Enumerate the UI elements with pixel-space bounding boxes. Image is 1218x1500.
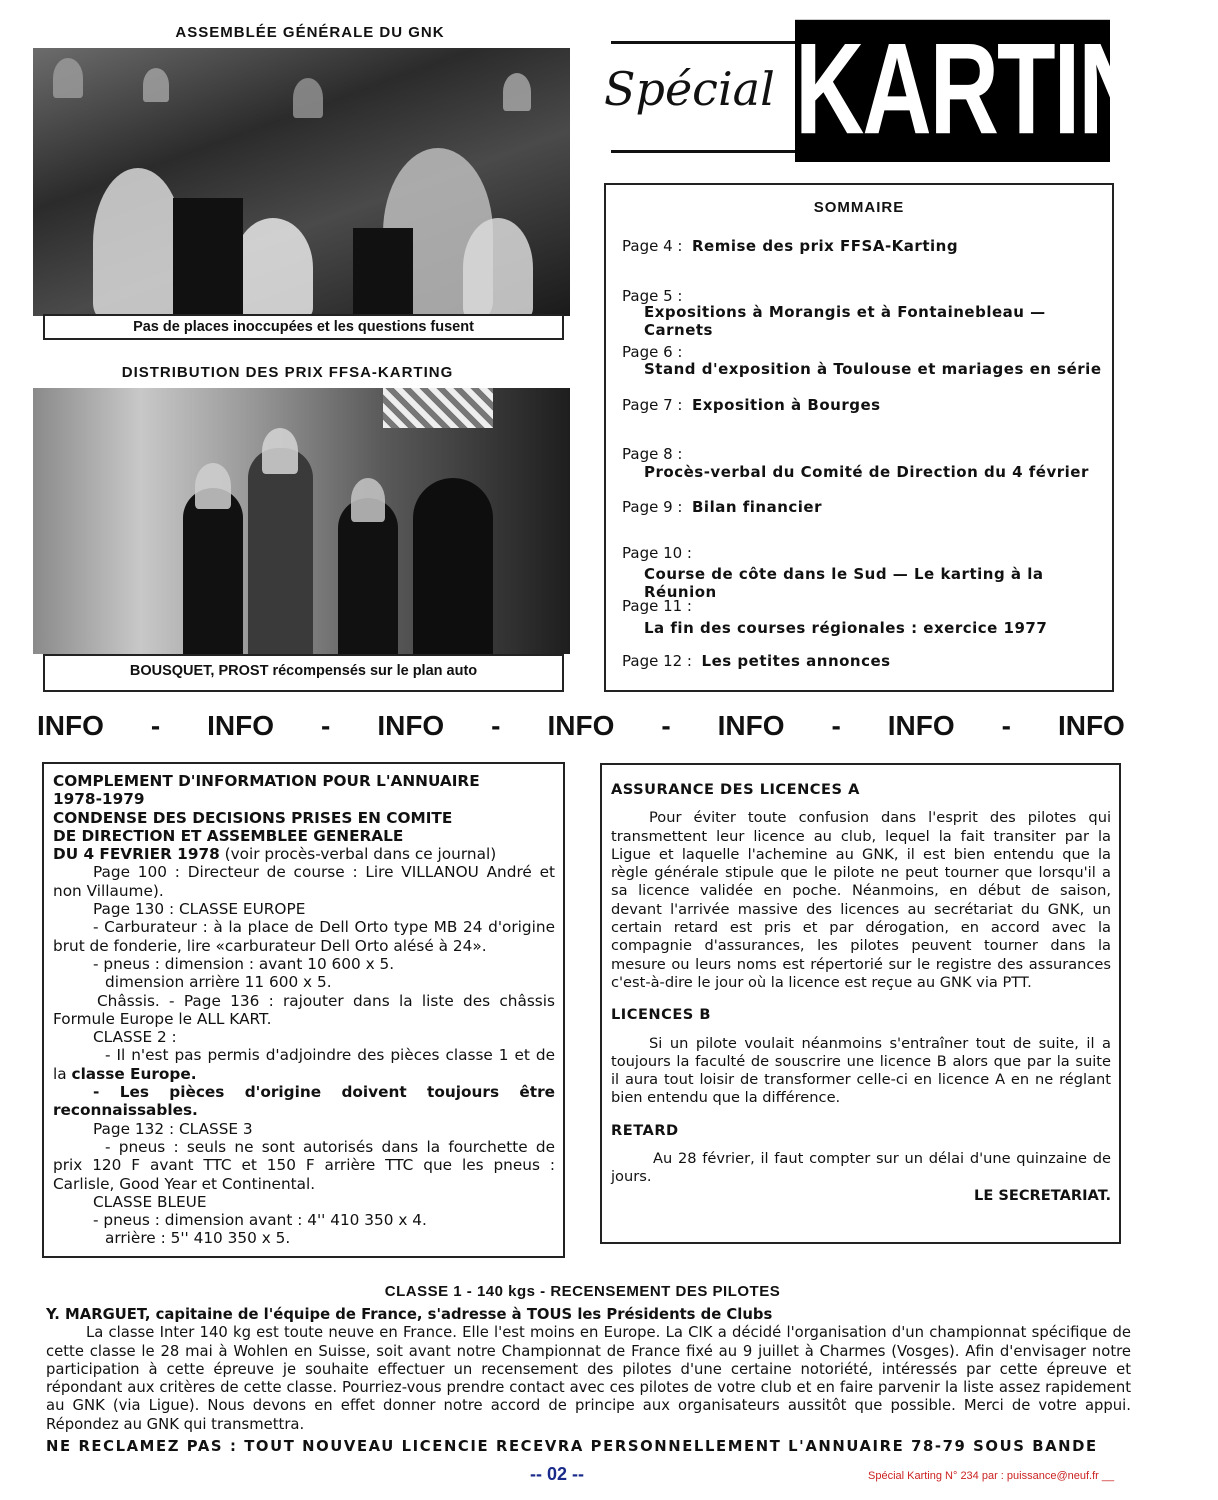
toc-page: Page 12 : (622, 652, 692, 670)
toc-page: Page 7 : (622, 396, 683, 414)
footer-credit: Spécial Karting N° 234 par : puissance@neuf.fr __ (868, 1470, 1115, 1482)
masthead-rule-bottom (611, 150, 796, 153)
complement-line: dimension arrière 11 600 x 5. (105, 973, 332, 992)
toc-item-9[interactable] (622, 498, 822, 516)
complement-line: CLASSE 2 : (93, 1028, 177, 1047)
awards-photo (33, 388, 570, 654)
complement-line: - Carburateur : à la place de Dell Orto type MB 24 d'origine brut de fonderie, lire «carburateur Dell Orto alésé à 24». (53, 918, 555, 955)
info-word: INFO (207, 710, 275, 741)
sommaire-title: SOMMAIRE (813, 199, 905, 216)
info-sep: - (831, 710, 841, 741)
toc-item-11[interactable]: La fin des courses régionales : exercice 1977 (644, 619, 1048, 637)
classe1-notice: NE RECLAMEZ PAS : TOUT NOUVEAU LICENCIE RECEVRA PERSONNELLEMENT L'ANNUAIRE 78-79 SOUS BANDE (46, 1438, 1098, 1456)
signature: LE SECRETARIAT. (974, 1186, 1111, 1204)
toc-item-12[interactable] (622, 652, 891, 670)
complement-heading: 1978-1979 (53, 790, 145, 809)
toc-item-8-page: Page 8 : (622, 445, 683, 463)
info-sep: - (150, 710, 161, 741)
photo1-caption: Pas de places inoccupées et les questions fusent (43, 314, 564, 340)
masthead-karting: KARTING (795, 17, 1218, 162)
toc-title: Les petites annonces (701, 652, 891, 670)
masthead-karting-block (795, 17, 1218, 162)
complement-line: CLASSE BLEUE (93, 1192, 207, 1211)
classe1-lead: Y. MARGUET, capitaine de l'équipe de France, s'adresse à TOUS les Présidents de Clubs (46, 1306, 773, 1323)
complement-line-bold: classe Europe. (71, 1064, 197, 1083)
complement-box (42, 762, 565, 1258)
complement-heading: CONDENSE DES DECISIONS PRISES EN COMITE (53, 808, 453, 827)
complement-line: Page 132 : CLASSE 3 (93, 1119, 253, 1138)
classe1-body: La classe Inter 140 kg est toute neuve en France. Elle l'est moins en Europe. La CIK a décidé l'organisation d'un championnat spécifique de cette classe le 28 mai à Wohlen en Suisse, soit avant notre Championnat de France fixé au 9 juillet à Charmes (Vosges). Afin d'envisager notre participation à cette épreuve je souhaite effectuer un recensement des pilotes d'une certaine notoriété, intéressés par cette épreuve et répondant aux critères de cette classe. Pourriez-vous prendre contact avec ces pilotes de votre club et en faire parvenir la liste assez rapidement au GNK (via Ligue). Nous devons en effet donner notre accord de principe aux organisateurs aussitôt que possible. Merci de votre appui. Répondez au GNK qui transmettra. (46, 1324, 1131, 1433)
toc-item-6[interactable]: Stand d'exposition à Toulouse et mariages en série (644, 360, 1102, 378)
photo2-caption: BOUSQUET, PROST récompensés sur le plan auto (43, 654, 564, 692)
info-word: INFO (717, 710, 785, 741)
info-sep: - (321, 710, 331, 741)
toc-item-5-page: Page 5 : (622, 287, 683, 305)
assurance-paragraph: Pour éviter toute confusion dans l'esprit des pilotes qui transmettent leur licence au club, lequel la fait transiter par la Ligue et laquelle l'achemine au GNK, il est bien entendu que la règle générale stipule que le pilote ne peut tourner que lorsqu'il a sa licence validée en poche. Néanmoins, en début de saison, devant l'arrivée massive des licences au secrétariat du GNK, un certain retard est pris et par dérogation, en accord avec la compagnie d'assurances, les pilotes peuvent tourner dans la mesure ou leurs noms est répertorié sur le registre des assurances c'est-à-dire le jour où la licence est reçue au GNK via PTT. (611, 809, 1111, 991)
page-number: -- 02 -- (530, 1464, 584, 1484)
licences-b-paragraph: Si un pilote voulait néanmoins s'entraîner tout de suite, il a toujours la faculté de souscrire une licence B alors que par la suite il aura tout loisir de transformer celle-ci en licence A en ne réglant bien entendu que la différence. (611, 1034, 1111, 1107)
retard-paragraph: Au 28 février, il faut compter sur un délai d'une quinzaine de jours. (611, 1150, 1111, 1186)
toc-item-11-page: Page 11 : (622, 597, 692, 615)
toc-page: Page 9 : (622, 498, 683, 516)
info-word: INFO (547, 710, 615, 741)
photo1-title: ASSEMBLÉE GÉNÉRALE DU GNK (175, 24, 445, 41)
complement-line: - pneus : dimension avant : 4'' 410 350 x 4. (93, 1211, 427, 1230)
masthead-rule (611, 41, 796, 44)
assembly-photo (33, 48, 570, 316)
photo2-title: DISTRIBUTION DES PRIX FFSA-KARTING (121, 364, 454, 381)
toc-item-7[interactable] (622, 396, 881, 414)
assurance-box (600, 763, 1121, 1244)
info-word: INFO (887, 710, 955, 741)
complement-line: Page 100 : Directeur de course : Lire VILLANOU André et non Villaume). (53, 863, 555, 900)
info-word: INFO (1057, 710, 1125, 741)
complement-line: - Les pièces d'origine doivent toujours être reconnaissables. (53, 1083, 555, 1120)
info-word: INFO (377, 710, 445, 741)
info-word: INFO (37, 710, 104, 741)
complement-heading: DE DIRECTION ET ASSEMBLEE GENERALE (53, 826, 404, 845)
complement-line: arrière : 5'' 410 350 x 5. (105, 1229, 291, 1248)
complement-line: - pneus : seuls ne sont autorisés dans la fourchette de prix 120 F avant TTC et 150 F arrière TTC que les pneus : Carlisle, Good Year et Continental. (53, 1137, 555, 1193)
info-sep: - (661, 710, 671, 741)
retard-title: RETARD (611, 1121, 679, 1139)
complement-note: (voir procès-verbal dans ce journal) (219, 845, 497, 864)
info-banner (37, 710, 1125, 742)
toc-title: Remise des prix FFSA-Karting (692, 237, 959, 255)
toc-page: Page 4 : (622, 237, 683, 255)
complement-line: Châssis. - Page 136 : rajouter dans la liste des châssis Formule Europe le ALL KART. (53, 991, 555, 1028)
info-sep: - (491, 710, 501, 741)
complement-line: - pneus : dimension : avant 10 600 x 5. (93, 954, 395, 973)
classe1-title: CLASSE 1 - 140 kgs - RECENSEMENT DES PILOTES (384, 1283, 781, 1300)
toc-item-5[interactable]: Expositions à Morangis et à Fontainebleau — Carnets (644, 303, 1046, 339)
toc-title: Bilan financier (692, 498, 822, 516)
toc-title: Exposition à Bourges (692, 396, 881, 414)
licences-b-title: LICENCES B (611, 1006, 712, 1024)
complement-heading: COMPLEMENT D'INFORMATION POUR L'ANNUAIRE (53, 772, 480, 790)
sommaire-box (604, 183, 1114, 692)
toc-item-6-page: Page 6 : (622, 343, 683, 361)
toc-item-10[interactable]: Course de côte dans le Sud — Le karting à la Réunion (644, 565, 1044, 601)
toc-item-10-page: Page 10 : (622, 544, 692, 562)
info-sep: - (1001, 710, 1011, 741)
toc-item-8[interactable]: Procès-verbal du Comité de Direction du 4 février (644, 463, 1089, 481)
complement-line: - Il n'est pas permis d'adjoindre des pièces classe 1 et de la (53, 1046, 555, 1083)
complement-date: DU 4 FEVRIER 1978 (53, 845, 220, 864)
complement-line: Page 130 : CLASSE EUROPE (93, 900, 306, 919)
masthead-special: Spécial (604, 62, 775, 116)
assurance-title: ASSURANCE DES LICENCES A (611, 781, 860, 798)
toc-item-4[interactable] (622, 237, 958, 255)
